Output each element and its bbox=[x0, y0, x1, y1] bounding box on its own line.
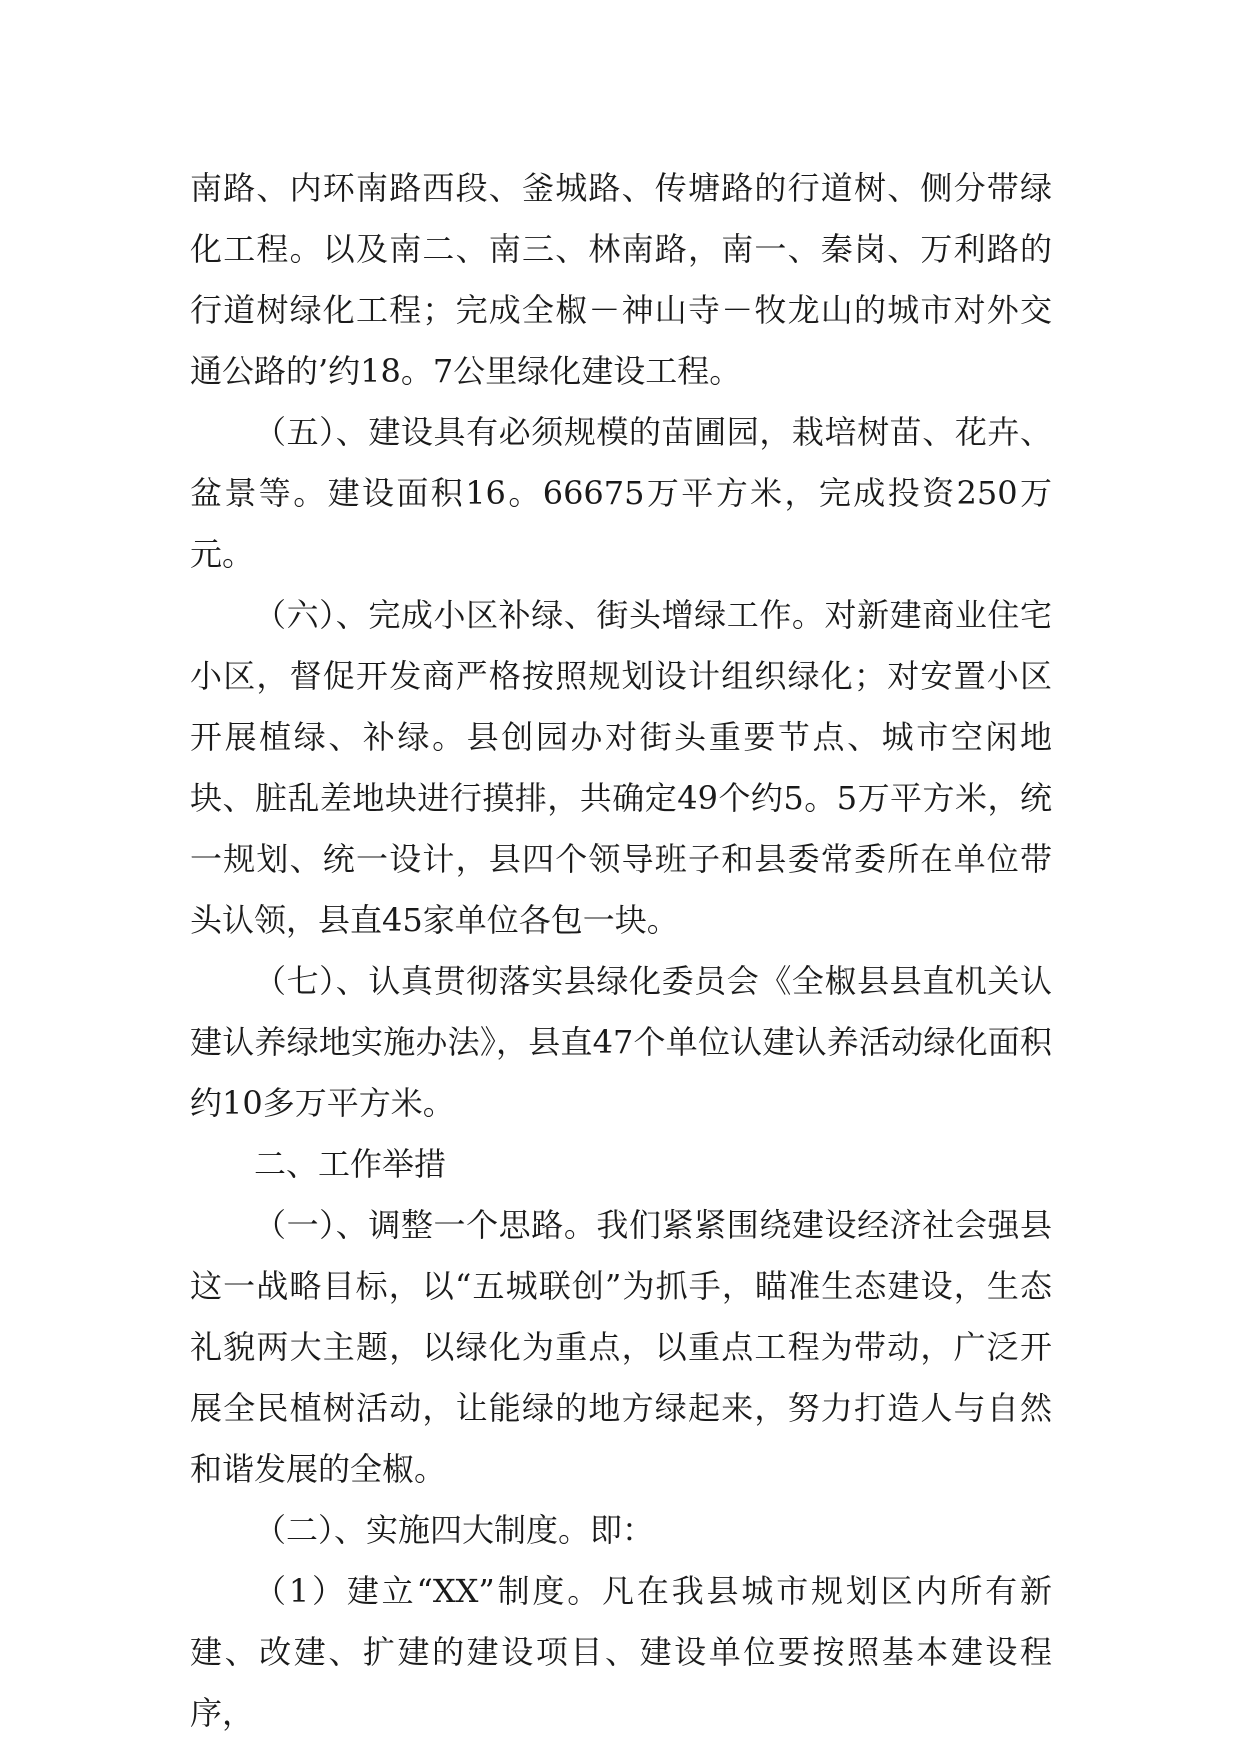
paragraph-item-5: （五）、建设具有必须规模的苗圃园，栽培树苗、花卉、盆景等。建设面积16。66675万平方米，完成投资250万元。 bbox=[190, 413, 1052, 573]
paragraph-item-6: （六）、完成小区补绿、街头增绿工作。对新建商业住宅小区，督促开发商严格按照规划设计组织绿化；对安置小区开展植绿、补绿。县创园办对街头重要节点、城市空闲地块、脏乱差地块进行摸排，共确定49个约5。5万平方米，统一规划、统一设计，县四个领导班子和县委常委所在单位带头认领，县直45家单位各包一块。 bbox=[190, 596, 1052, 939]
paragraph-measure-1: （一）、调整一个思路。我们紧紧围绕建设经济社会强县这一战略目标，以“五城联创”为抓手，瞄准生态建设，生态礼貌两大主题，以绿化为重点，以重点工程为带动，广泛开展全民植树活动，让能绿的地方绿起来，努力打造人与自然和谐发展的全椒。 bbox=[190, 1206, 1052, 1488]
document-body bbox=[190, 158, 1052, 1744]
section-heading-work-measures: 二、工作举措 bbox=[254, 1145, 447, 1183]
paragraph-continuation: 南路、内环南路西段、釜城路、传塘路的行道树、侧分带绿化工程。以及南二、南三、林南路，南一、秦岗、万利路的行道树绿化工程；完成全椒－神山寺－牧龙山的城市对外交通公路的’约18。7公里绿化建设工程。 bbox=[190, 169, 1052, 390]
paragraph-measure-2: （二）、实施四大制度。即： bbox=[254, 1511, 655, 1549]
paragraph-item-7: （七）、认真贯彻落实县绿化委员会《全椒县县直机关认建认养绿地实施办法》，县直47个单位认建认养活动绿化面积约10多万平方米。 bbox=[190, 962, 1052, 1122]
paragraph-system-1: （1）建立“XX”制度。凡在我县城市规划区内所有新建、改建、扩建的建设项目、建设单位要按照基本建设程序， bbox=[190, 1572, 1052, 1732]
